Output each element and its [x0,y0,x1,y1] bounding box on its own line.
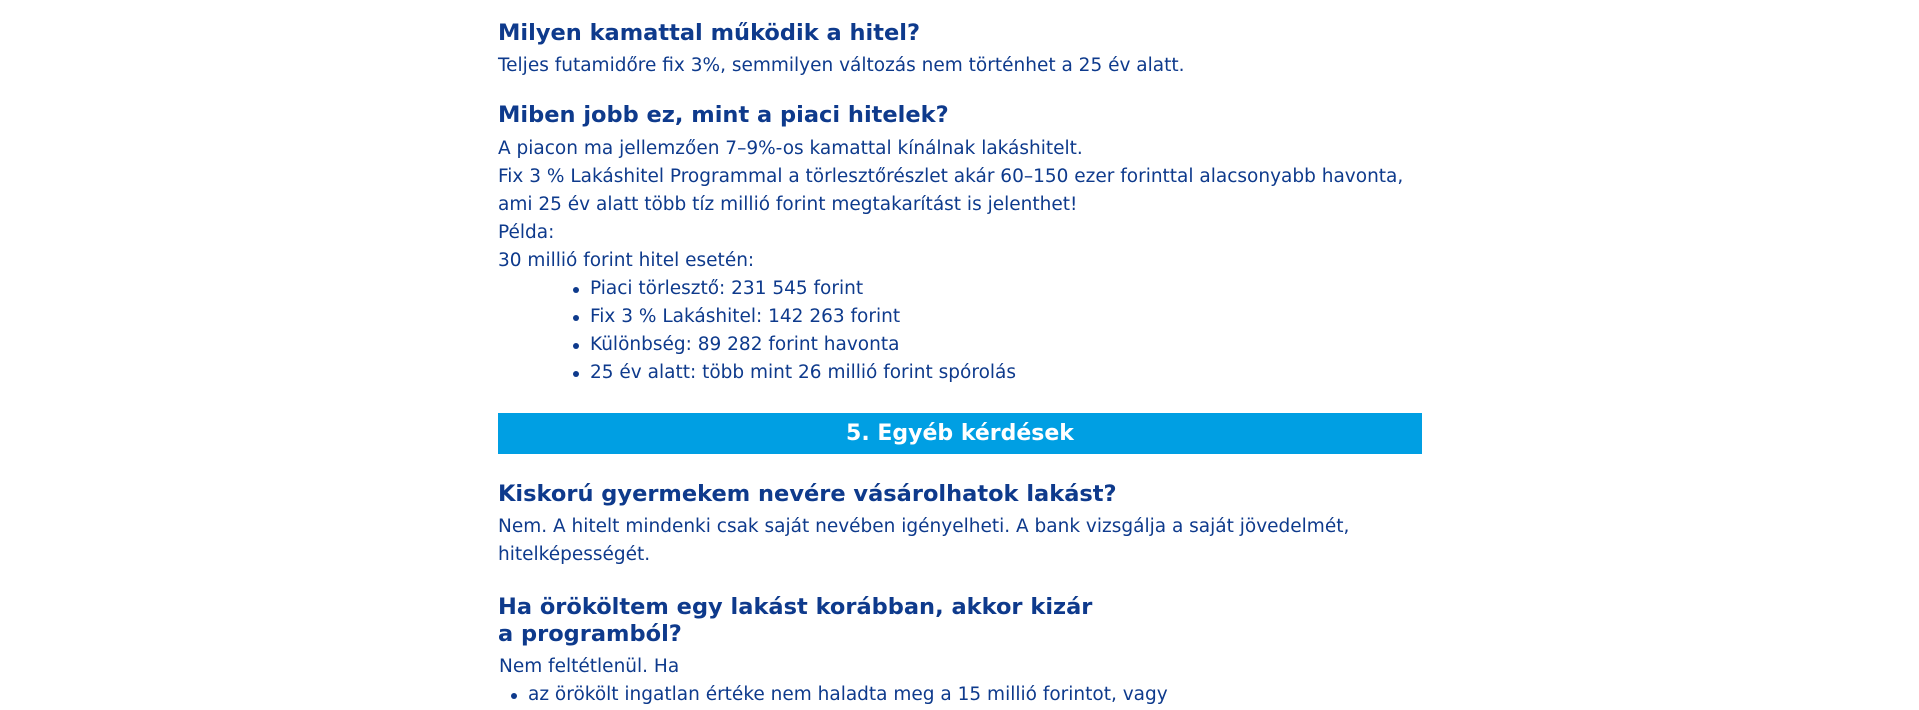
faq-answer-line: hitelképességét. [498,544,651,565]
faq-answer-line: Nem feltétlenül. Ha [499,656,680,677]
faq-answer-line: 30 millió forint hitel esetén: [498,250,755,271]
faq-question-interest: Milyen kamattal működik a hitel? [498,20,921,46]
section-title: 5. Egyéb kérdések [846,421,1074,446]
faq-answer-line: Fix 3 % Lakáshitel Programmal a törlesztőrészlet akár 60–150 ezer forinttal alacsonyabb havonta, [498,166,1404,187]
faq-question-inherit: Ha örököltem egy lakást korábban, akkor kizár [498,594,1093,620]
faq-answer-line: Nem. A hitelt mindenki csak saját nevében igényelheti. A bank vizsgálja a saját jövedelmét, [498,516,1350,537]
faq-answer-interest: Teljes futamidőre fix 3%, semmilyen változás nem történhet a 25 év alatt. [498,55,1185,76]
faq-question-minor: Kiskorú gyermekem nevére vásárolhatok lakást? [498,481,1117,507]
faq-question-inherit: a programból? [498,621,682,647]
faq-answer-line: ami 25 év alatt több tíz millió forint megtakarítást is jelenthet! [498,194,1078,215]
list-item: Piaci törlesztő: 231 545 forint [590,275,863,303]
faq-question-better: Miben jobb ez, mint a piaci hitelek? [498,102,949,128]
list-item: Különbség: 89 282 forint havonta [590,331,899,359]
list-item: 25 év alatt: több mint 26 millió forint spórolás [590,359,1016,387]
list-item: Fix 3 % Lakáshitel: 142 263 forint [590,303,900,331]
faq-answer-line: Példa: [498,222,555,243]
faq-answer-line: A piacon ma jellemzően 7–9%-os kamattal kínálnak lakáshitelt. [498,138,1083,159]
section-banner [498,413,1422,454]
list-item: az örökölt ingatlan értéke nem haladta meg a 15 millió forintot, vagy [528,681,1168,709]
